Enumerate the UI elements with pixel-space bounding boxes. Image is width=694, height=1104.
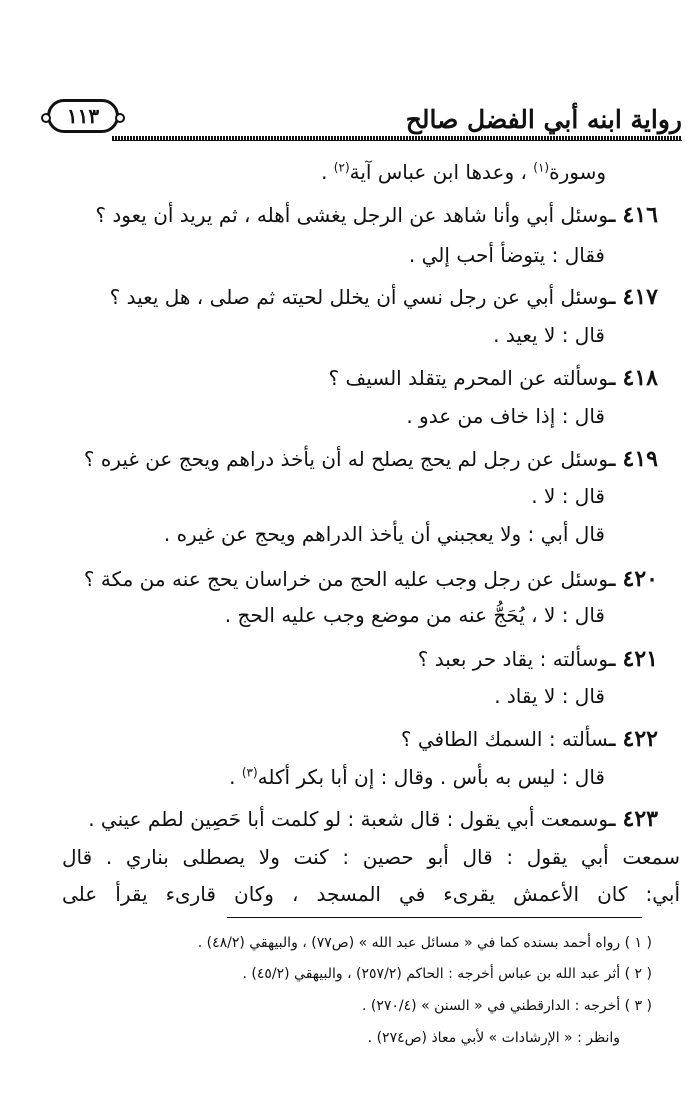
footnote-ref: (١) (533, 160, 550, 175)
entry-number: ٤٢٣ (622, 806, 658, 832)
footnote-ref: (٢) (333, 160, 350, 175)
line-text: وسئل عن رجل لم يحج يصلح له أن يأخذ دراهم ويحج عن غيره ؟ (83, 447, 609, 471)
line-text: قال : ليس به بأس . وقال : إن أبا بكر أكله (257, 765, 605, 789)
line-text: قال : لا يعيد . (493, 323, 605, 347)
entry-418 (0, 360, 694, 396)
running-title: رواية ابنه أبي الفضل صالح (405, 105, 682, 134)
text-line (0, 678, 694, 714)
line-text: فقال : يتوضأ أحب إلي . (408, 243, 605, 267)
entry-dash: ـ (608, 366, 623, 390)
line-text: وسئل أبي عن رجل نسي أن يخلل لحيته ثم صلى ، هل يعيد ؟ (109, 285, 609, 309)
line-text: وسألته : يقاد حر بعبد ؟ (417, 647, 609, 671)
footnote (0, 929, 694, 957)
text-line (62, 876, 680, 912)
line-text: قال : لا ، يُحَجُّ عنه من موضع وجب عليه الحج . (224, 603, 605, 627)
entry-417 (0, 279, 694, 315)
text-line (0, 317, 694, 353)
text-line (62, 839, 680, 875)
entry-number: ٤١٨ (622, 365, 658, 391)
text-line (0, 759, 694, 795)
entry-421 (0, 641, 694, 677)
page-number: ١١٣ (66, 104, 100, 128)
footnote-text: وانظر : « الإرشادات » لأبي معاذ (ص٢٧٤) . (367, 1030, 620, 1046)
entry-dash: ـ (608, 447, 623, 471)
entry-420 (0, 561, 694, 597)
entry-number: ٤١٧ (622, 284, 658, 310)
line-text: سمعت أبي يقول : قال أبو حصين : كنت ولا يصطلى بناري . قال (62, 845, 680, 869)
entry-number: ٤٢٢ (622, 726, 658, 752)
text-line (0, 398, 694, 434)
page-number-badge (47, 99, 119, 133)
entry-dash: ـ (608, 203, 623, 227)
entry-dash: ـ (608, 285, 623, 309)
footnote (0, 992, 694, 1020)
line-text: . (229, 765, 242, 789)
entry-dash: ـ (608, 727, 623, 751)
footnote-ref: (٣) (241, 765, 258, 780)
line-text: وسئل أبي وأنا شاهد عن الرجل يغشى أهله ، ثم يريد أن يعود ؟ (95, 203, 609, 227)
footnote (0, 960, 694, 988)
line-text: وسمعت أبي يقول : قال شعبة : لو كلمت أبا حَصِين لطم عيني . (88, 807, 609, 831)
line-text: وسئل عن رجل وجب عليه الحج من خراسان يحج عنه من مكة ؟ (83, 567, 609, 591)
line-text: قال أبي : ولا يعجبني أن يأخذ الدراهم ويحج عن غيره . (163, 522, 605, 546)
header-rule (112, 136, 682, 141)
line-text: أبي: كان الأعمش يقرىء في المسجد ، وكان قارىء يقرأ على (62, 882, 680, 906)
line-text: قال : لا يقاد . (494, 684, 605, 708)
text-line (0, 516, 694, 552)
footnote-text: ( ١ ) رواه أحمد بسنده كما في « مسائل عبد الله » (ص٧٧) ، والبيهقي (٤٨/٢) . (197, 935, 652, 951)
entry-416 (0, 197, 694, 233)
line-text: وسورة (549, 160, 606, 184)
entry-dash: ـ (608, 807, 623, 831)
footnote-text: ( ٢ ) أثر عبد الله بن عباس أخرجه : الحاكم (٢٥٧/٢) ، والبيهقي (٤٥/٢) . (242, 966, 652, 982)
text-line (0, 597, 694, 633)
line-text: قال : إذا خاف من عدو . (406, 404, 605, 428)
line-text: ، وعدها ابن عباس آية (349, 160, 534, 184)
line-text: سألته : السمك الطافي ؟ (400, 727, 609, 751)
entry-number: ٤١٩ (622, 446, 658, 472)
text-line (0, 478, 694, 514)
line-text: وسألته عن المحرم يتقلد السيف ؟ (328, 366, 609, 390)
entry-423 (0, 801, 694, 837)
line-text: قال : لا . (531, 484, 605, 508)
entry-419 (0, 441, 694, 477)
line-text: . (321, 160, 334, 184)
entry-number: ٤٢١ (622, 646, 658, 672)
footnote-text: ( ٣ ) أخرجه : الدارقطني في « السنن » (٢٧٠/٤) . (362, 998, 652, 1014)
entry-422 (0, 721, 694, 757)
entry-dash: ـ (608, 647, 623, 671)
entry-dash: ـ (608, 567, 623, 591)
entry-number: ٤١٦ (622, 202, 658, 228)
footnote-rule (227, 917, 642, 918)
entry-number: ٤٢٠ (622, 566, 658, 592)
footnote (0, 1024, 694, 1052)
text-line (0, 154, 694, 190)
text-line (0, 237, 694, 273)
